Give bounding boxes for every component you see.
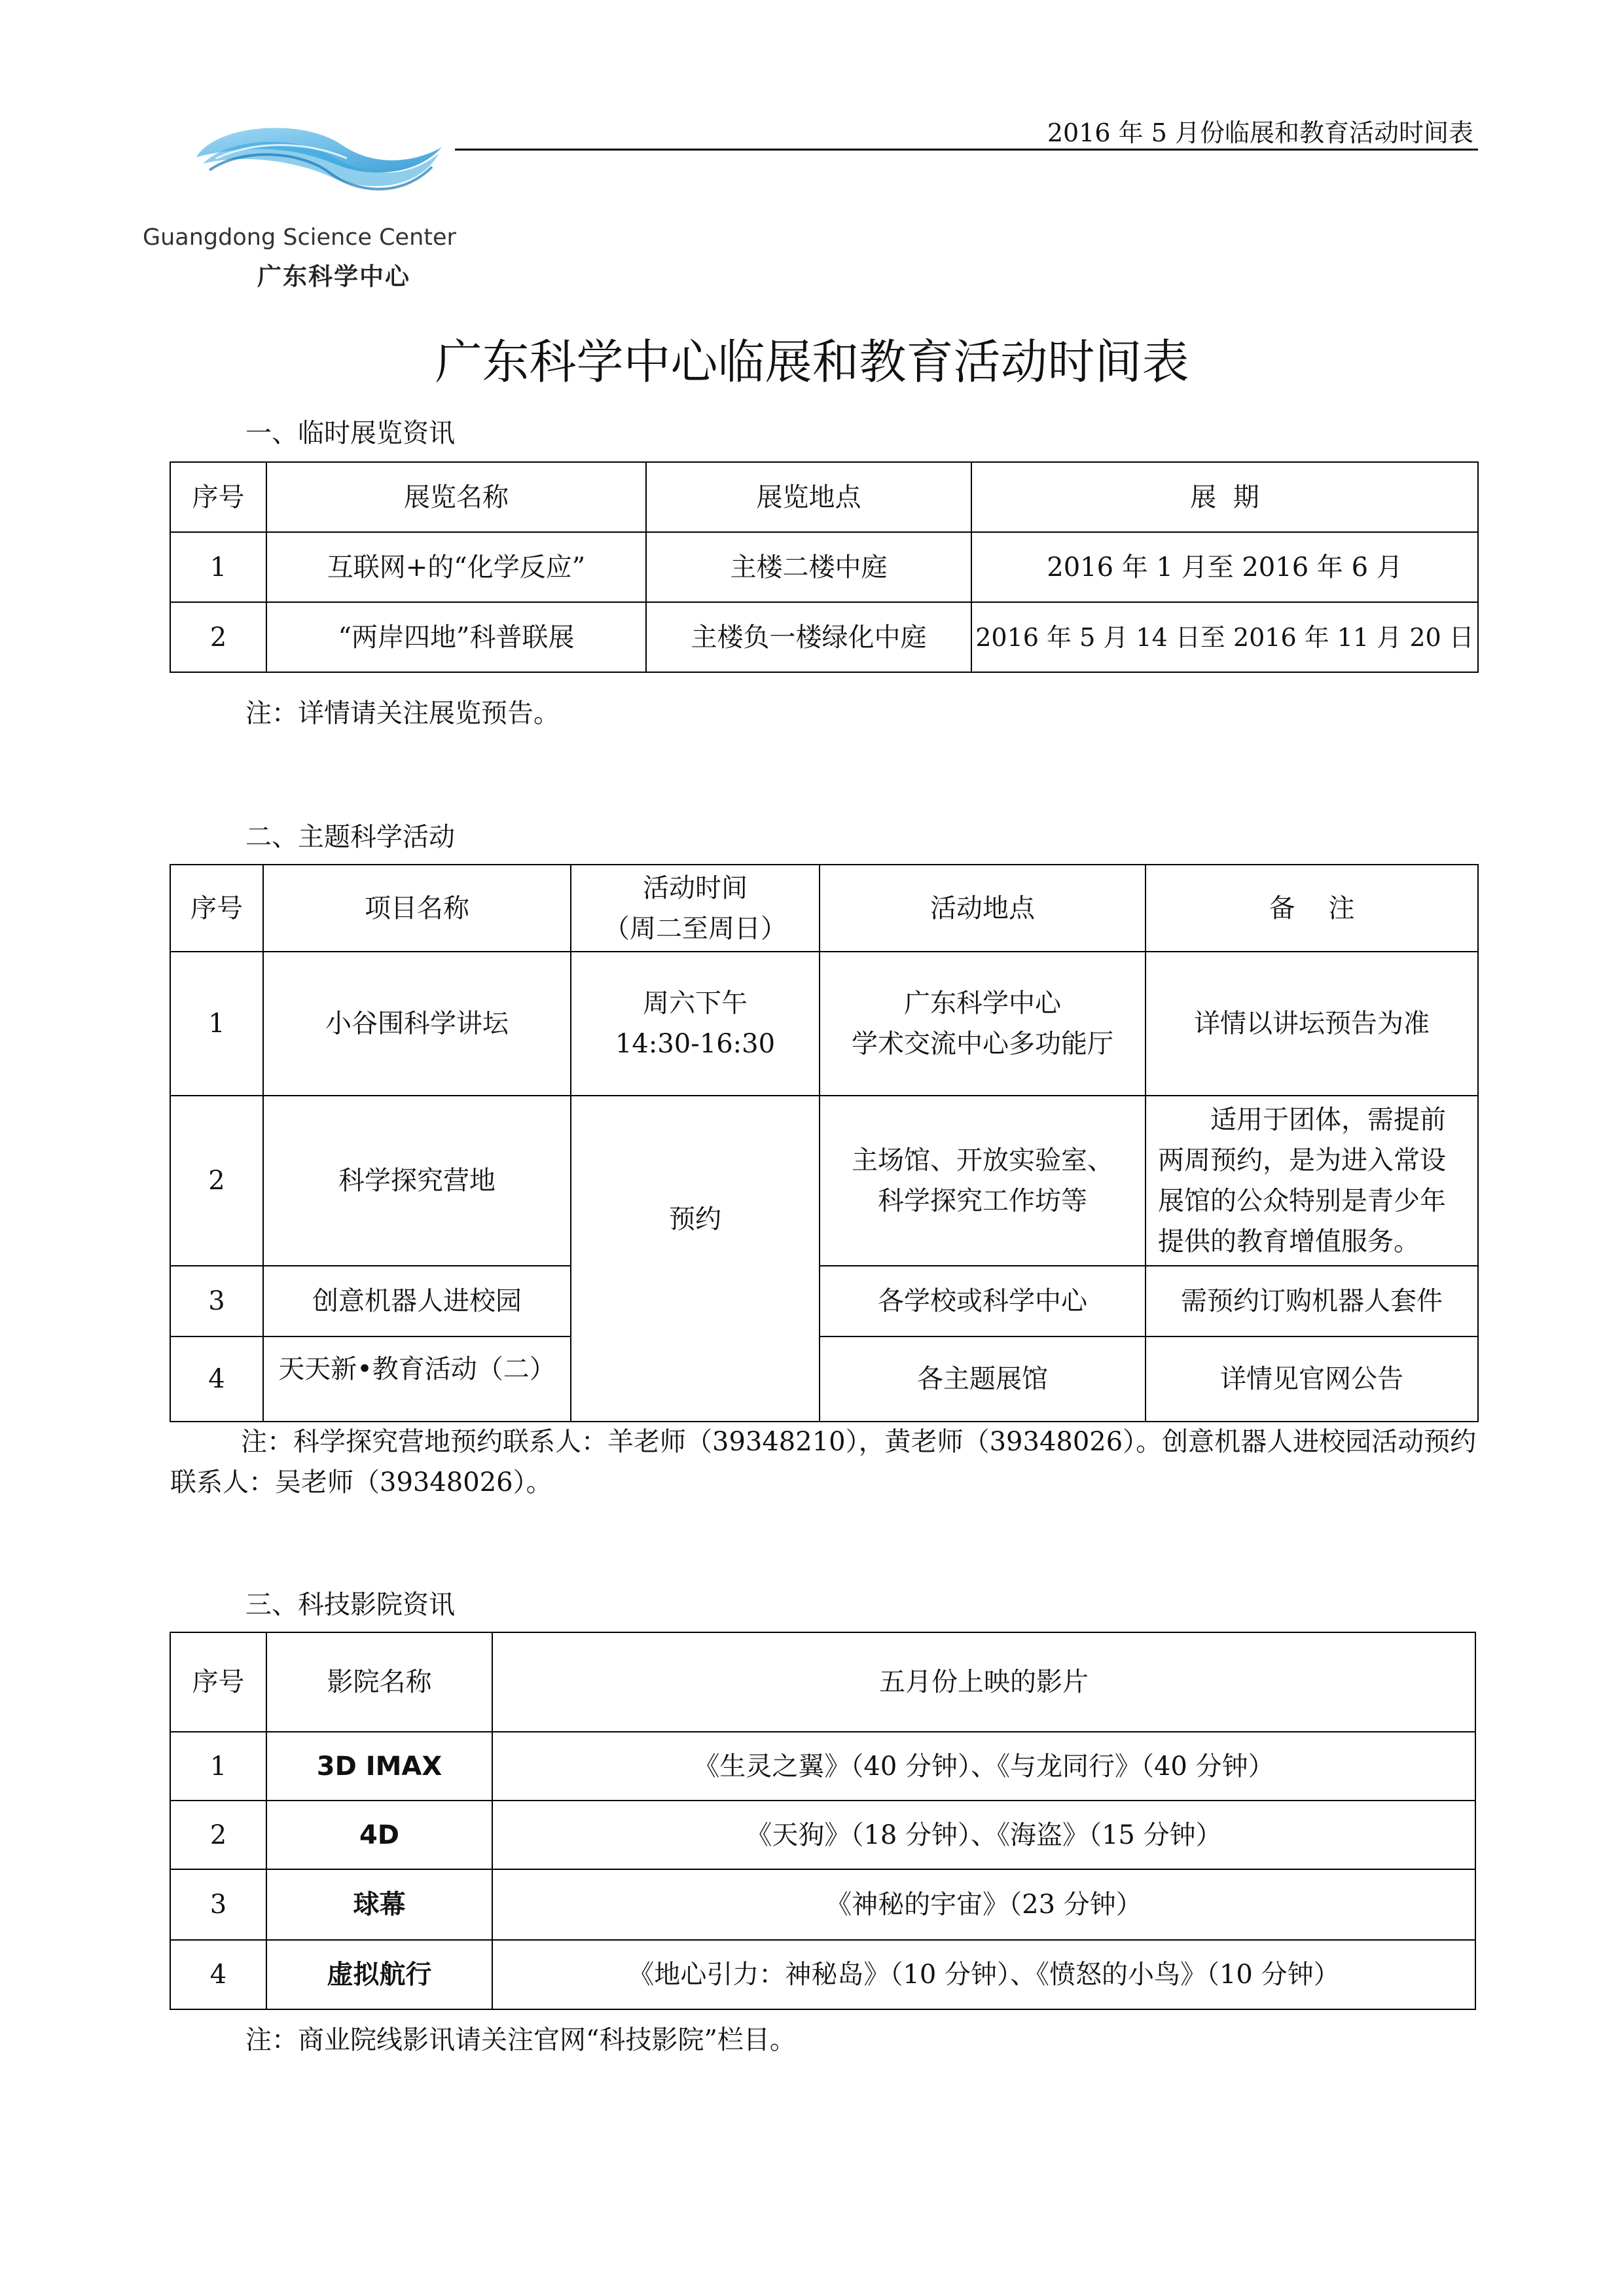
cell-cinema-name: 球幕 (266, 1869, 492, 1940)
cell-remark: 详情以讲坛预告为准 (1146, 952, 1478, 1096)
cell-project-name: 天天新•教育活动（二） (263, 1336, 571, 1422)
cell-no: 3 (170, 1869, 266, 1940)
col-header-time (571, 865, 820, 952)
table-row (170, 1096, 1478, 1266)
cell-place-line1: 主场馆、开放实验室、 (852, 1145, 1113, 1175)
section2-heading: 二、主题科学活动 (245, 822, 455, 852)
cell-films: 《神秘的宇宙》（23 分钟） (492, 1869, 1475, 1940)
cell-no: 2 (170, 1801, 266, 1869)
logo-english-name: Guangdong Science Center (143, 224, 456, 251)
cell-no: 1 (170, 952, 263, 1096)
col-header: 展览地点 (646, 462, 971, 532)
cell-place-line2: 学术交流中心多功能厅 (852, 1029, 1113, 1059)
cell-films: 《地心引力：神秘岛》（10 分钟）、《愤怒的小鸟》（10 分钟） (492, 1940, 1475, 2009)
col-header: 序号 (170, 865, 263, 952)
cell-location: 主楼负一楼绿化中庭 (646, 602, 971, 672)
logo-chinese-name: 广东科学中心 (257, 262, 410, 291)
cell-cinema-name: 虚拟航行 (266, 1940, 492, 2009)
cell-place-line1: 广东科学中心 (904, 988, 1061, 1018)
cell-no: 2 (170, 602, 266, 672)
cell-exhibit-name: 互联网+的“化学反应” (266, 532, 646, 602)
cell-no: 4 (170, 1940, 266, 2009)
cell-cinema-name: 4D (266, 1801, 492, 1869)
col-header-time-line1: 活动时间 (643, 872, 748, 903)
header-rule (455, 149, 1478, 151)
table-header-row (170, 462, 1478, 532)
cell-no: 4 (170, 1336, 263, 1422)
col-header: 项目名称 (263, 865, 571, 952)
exhibition-table (170, 461, 1479, 673)
cell-project-name: 创意机器人进校园 (263, 1266, 571, 1336)
cell-no: 1 (170, 532, 266, 602)
cell-cinema-name: 3D IMAX (266, 1732, 492, 1801)
cell-time (571, 952, 820, 1096)
cell-exhibit-name: “两岸四地”科普联展 (266, 602, 646, 672)
cell-no: 1 (170, 1732, 266, 1801)
cell-place: 各主题展馆 (820, 1336, 1146, 1422)
cell-remark: 详情见官网公告 (1146, 1336, 1478, 1422)
col-header: 活动地点 (820, 865, 1146, 952)
cell-period: 2016 年 1 月至 2016 年 6 月 (971, 532, 1478, 602)
cell-place-line2: 科学探究工作坊等 (878, 1186, 1087, 1216)
cell-place (820, 1096, 1146, 1266)
col-header-time-line2: （周二至周日） (604, 913, 787, 944)
col-header: 展览名称 (266, 462, 646, 532)
col-header: 影院名称 (266, 1632, 492, 1732)
section2-note: 注：科学探究营地预约联系人：羊老师（39348210），黄老师（39348026）。创意机器人进校园活动预约联系人：吴老师（39348026）。 (170, 1427, 1477, 1498)
cell-remark: 适用于团体，需提前两周预约，是为进入常设展馆的公众特别是青少年提供的教育增值服务。 (1146, 1096, 1478, 1266)
table-row (170, 1732, 1475, 1801)
cell-time-merged: 预约 (571, 1096, 820, 1422)
cell-project-name: 科学探究营地 (263, 1096, 571, 1266)
header-doc-label: 2016 年 5 月份临展和教育活动时间表 (1047, 118, 1473, 147)
cell-time-line1: 周六下午 (643, 988, 748, 1018)
table-row (170, 952, 1478, 1096)
cinema-table (170, 1632, 1476, 2010)
section1-heading: 一、临时展览资讯 (245, 418, 455, 448)
table-row (170, 1336, 1478, 1422)
cell-no: 3 (170, 1266, 263, 1336)
cell-place (820, 952, 1146, 1096)
section1-note: 注：详情请关注展览预告。 (245, 698, 560, 728)
section3-heading: 三、科技影院资讯 (245, 1590, 455, 1620)
col-header: 备 注 (1146, 865, 1478, 952)
activity-table (170, 864, 1479, 1422)
cell-films: 《生灵之翼》（40 分钟）、《与龙同行》（40 分钟） (492, 1732, 1475, 1801)
col-header: 五月份上映的影片 (492, 1632, 1475, 1732)
section3-note: 注：商业院线影讯请关注官网“科技影院”栏目。 (245, 2025, 796, 2055)
col-header: 展 期 (971, 462, 1478, 532)
cell-period: 2016 年 5 月 14 日至 2016 年 11 月 20 日 (971, 602, 1478, 672)
table-row (170, 1940, 1475, 2009)
table-header-row (170, 1632, 1475, 1732)
table-header-row (170, 865, 1478, 952)
table-row (170, 532, 1478, 602)
table-row (170, 602, 1478, 672)
cell-time-line2: 14:30-16:30 (615, 1029, 776, 1059)
table-row (170, 1869, 1475, 1940)
cell-remark: 需预约订购机器人套件 (1146, 1266, 1478, 1336)
col-header: 序号 (170, 462, 266, 532)
col-header: 序号 (170, 1632, 266, 1732)
table-row (170, 1801, 1475, 1869)
cell-project-name: 小谷围科学讲坛 (263, 952, 571, 1096)
cell-films: 《天狗》（18 分钟）、《海盗》（15 分钟） (492, 1801, 1475, 1869)
gsc-logo-icon (190, 118, 452, 216)
table-row (170, 1266, 1478, 1336)
cell-location: 主楼二楼中庭 (646, 532, 971, 602)
cell-no: 2 (170, 1096, 263, 1266)
cell-place: 各学校或科学中心 (820, 1266, 1146, 1336)
document-title: 广东科学中心临展和教育活动时间表 (435, 334, 1189, 389)
